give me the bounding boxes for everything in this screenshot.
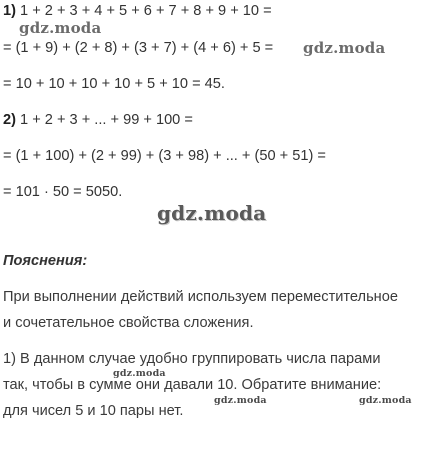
watermark-center: gdz.moda <box>157 201 267 225</box>
explanation-point1-line1: 1) В данном случае удобно группировать числа парами <box>3 351 381 367</box>
task2-grouping: = (1 + 100) + (2 + 99) + (3 + 98) + ... + (50 + 51) = <box>3 148 326 164</box>
watermark-small2: gdz.moda <box>214 395 267 406</box>
task1-expression-line <box>3 2 272 20</box>
watermark-line2: gdz.moda <box>303 39 386 57</box>
watermark-small3: gdz.moda <box>359 395 412 406</box>
task2-expression-line <box>3 111 193 129</box>
task2-result: = 101 · 50 = 5050. <box>3 184 123 200</box>
task1-label: 1) <box>3 3 16 19</box>
explanation-intro-line2: и сочетательное свойства сложения. <box>3 315 254 331</box>
explanation-heading: Пояснения: <box>3 253 88 269</box>
watermark-top: gdz.moda <box>19 19 102 37</box>
explanation-point1-line2: так, чтобы в сумме они давали 10. Обратите внимание: <box>3 377 382 393</box>
task1-grouping: = (1 + 9) + (2 + 8) + (3 + 7) + (4 + 6) + 5 = <box>3 40 274 56</box>
explanation-point1-line3: для чисел 5 и 10 пары нет. <box>3 403 184 419</box>
task1-expression: 1 + 2 + 3 + 4 + 5 + 6 + 7 + 8 + 9 + 10 = <box>20 3 272 19</box>
task2-expression: 1 + 2 + 3 + ... + 99 + 100 = <box>20 112 193 128</box>
task2-label: 2) <box>3 112 16 128</box>
watermark-small1: gdz.moda <box>113 368 166 379</box>
explanation-intro-line1: При выполнении действий используем переместительное <box>3 289 398 305</box>
task1-result: = 10 + 10 + 10 + 10 + 5 + 10 = 45. <box>3 76 225 92</box>
